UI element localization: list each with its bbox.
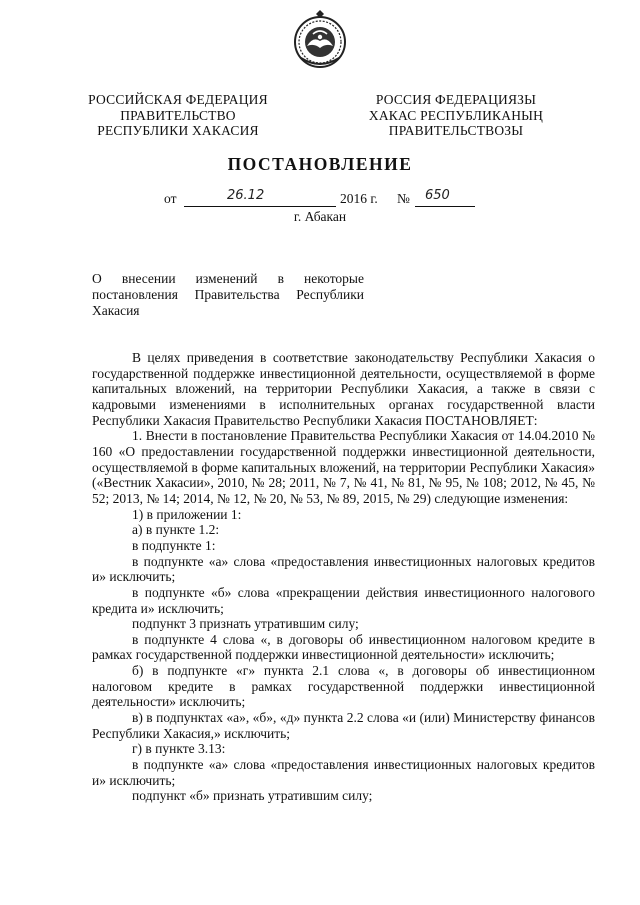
body-paragraph: в подпункте «а» слова «предоставления инвестиционных налоговых кредитов и» исключить; — [92, 757, 595, 788]
date-handwritten: 26.12 — [227, 188, 265, 203]
date-year: 2016 г. — [340, 191, 378, 206]
header-right-line: ХАКАС РЕСПУБЛИКАНЫҢ — [368, 107, 544, 123]
body-paragraph: В целях приведения в соответствие законодательству Республики Хакасия о государственной поддержке инвестиционной деятельности, осуществляемой в форме капитальных вложений, на территории Республики Хакасия, а также в связи с кадровыми изменениями в исполнительных органах государственной власти Республики Хакасия Правительство Республики Хакасия ПОСТАНОВЛЯЕТ: — [92, 350, 595, 428]
document-subject — [92, 271, 364, 319]
body-paragraph: подпункт «б» признать утратившим силу; — [132, 788, 373, 804]
number-label: № — [397, 191, 410, 206]
body-paragraph: а) в пункте 1.2: — [132, 522, 220, 538]
body-paragraph: в подпункте «а» слова «предоставления инвестиционных налоговых кредитов и» исключить; — [92, 553, 595, 585]
header-right-line: РОССИЯ ФЕДЕРАЦИЯЗЫ — [375, 92, 537, 107]
body-paragraph: г) в пункте 3.13: — [132, 741, 226, 757]
header-left — [78, 92, 278, 139]
date-from-label: от — [164, 191, 177, 206]
body-paragraph: в подпункте 1: — [132, 537, 216, 553]
city: г. Абакан — [293, 209, 347, 224]
header-left-line: РОССИЙСКАЯ ФЕДЕРАЦИЯ — [88, 92, 268, 107]
document-title: ПОСТАНОВЛЕНИЕ — [227, 154, 413, 174]
subject-line: Хакасия — [92, 303, 140, 318]
subject-line: постановления Правительства Республики — [92, 287, 364, 302]
republic-of-khakassia-emblem — [291, 8, 349, 70]
body-paragraph: б) в подпункте «г» пункта 2.1 слова «, в договоры об инвестиционном налоговом кредите в рамках государственной поддержки инвестиционной деятельности» исключить; — [92, 663, 595, 710]
header-left-line: РЕСПУБЛИКИ ХАКАСИЯ — [97, 123, 259, 138]
body-paragraph: в подпункте «б» слова «прекращении действия инвестиционного налогового кредита и» исключить; — [92, 584, 595, 616]
body-paragraph: в) в подпунктах «а», «б», «д» пункта 2.2 слова «и (или) Министерству финансов Республики Хакасия,» исключить; — [92, 710, 595, 741]
document-body — [92, 350, 595, 804]
header-right — [356, 92, 556, 139]
body-paragraph: 1) в приложении 1: — [132, 506, 242, 522]
number-handwritten: 650 — [425, 188, 450, 203]
subject-line: О внесении изменений в некоторые — [92, 271, 364, 286]
body-paragraph: подпункт 3 признать утратившим силу; — [132, 616, 359, 632]
body-paragraph: 1. Внести в постановление Правительства Республики Хакасия от 14.04.2010 № 160 «О предоставлении государственной поддержки инвестиционной деятельности, осуществляемой в форме капитальных вложений, на территории Республики Хакасия» («Вестник Хакасии», 2010, № 28; 2011, № 7, № 41, № 81, № 95, № 108; 2012, № 45, № 52; 2013, № 14; 2014, № 12, № 20, № 53, № 89, 2015, № 29) следующие изменения: — [92, 428, 595, 506]
body-paragraph: в подпункте 4 слова «, в договоры об инвестиционном налоговом кредите в рамках государственной поддержки инвестиционной деятельности» исключить; — [92, 631, 595, 663]
header-right-line: ПРАВИТЕЛЬСТВОЗЫ — [388, 123, 524, 138]
header-left-line: ПРАВИТЕЛЬСТВО — [120, 107, 236, 123]
